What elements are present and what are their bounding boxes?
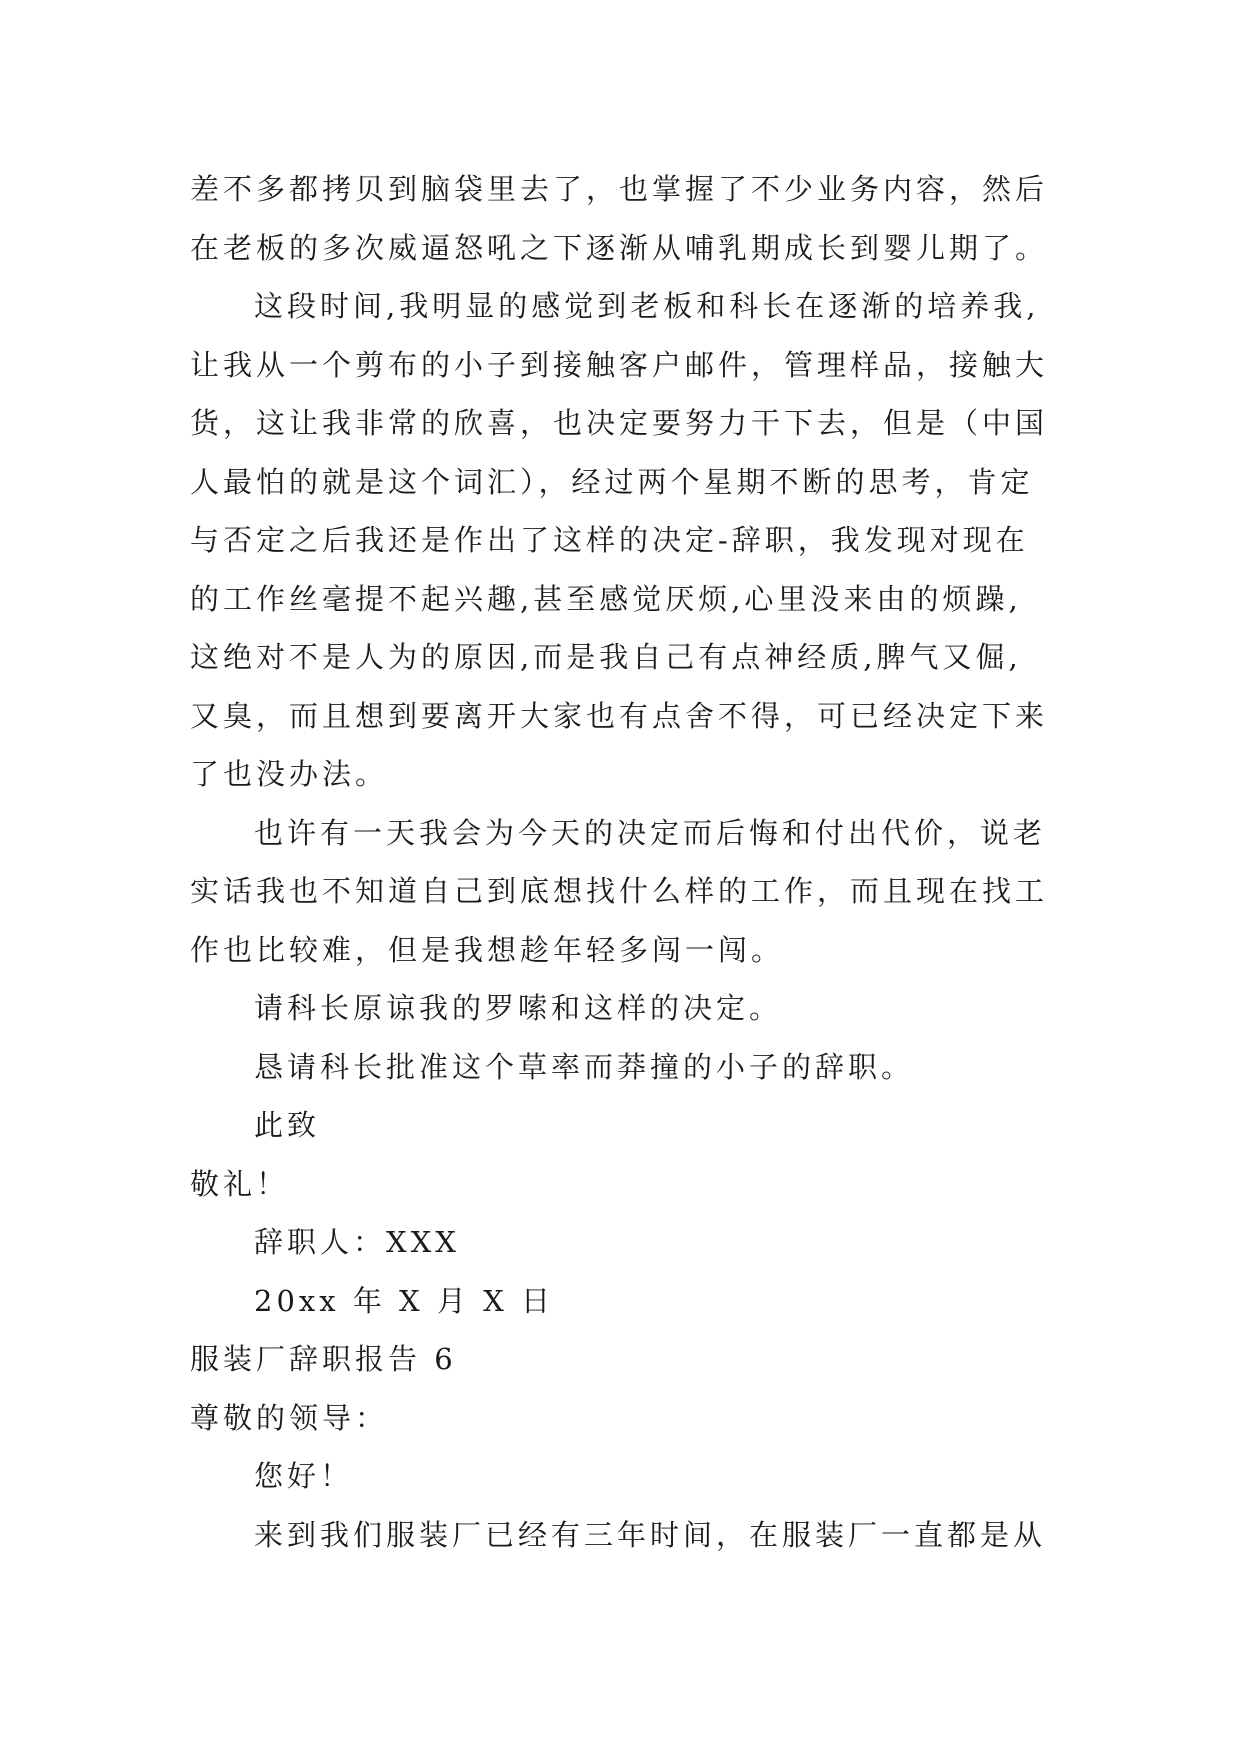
text-line: 也许有一天我会为今天的决定而后悔和付出代价，说老 [254, 815, 1047, 850]
text-line: 的工作丝毫提不起兴趣,甚至感觉厌烦,心里没来由的烦躁, [190, 581, 1022, 616]
letter-hello: 您好！ [254, 1459, 354, 1493]
text-line: 这段时间,我明显的感觉到老板和科长在逐渐的培养我, [254, 289, 1040, 323]
text-line: 恳请科长批准这个草率而莽撞的小子的辞职。 [254, 1049, 915, 1084]
section-title: 服装厂辞职报告 6 [190, 1342, 457, 1376]
document-body [190, 160, 1070, 1564]
text-line: 又臭，而且想到要离开大家也有点舍不得，可已经决定下来 [190, 698, 1049, 733]
letter-greeting: 尊敬的领导： [190, 1400, 389, 1435]
closing-salutation: 此致 [254, 1108, 321, 1142]
text-line: 实话我也不知道自己到底想找什么样的工作，而且现在找工 [190, 874, 1049, 908]
text-line: 作也比较难，但是我想趁年轻多闯一闯。 [190, 932, 785, 967]
text-line: 与否定之后我还是作出了这样的决定-辞职，我发现对现在 [190, 523, 1029, 557]
text-line: 了也没办法。 [190, 757, 389, 791]
text-line: 货，这让我非常的欣喜，也决定要努力干下去，但是（中国 [190, 406, 1049, 440]
signature-name: 辞职人：XXX [254, 1225, 460, 1259]
text-line: 人最怕的就是这个词汇），经过两个星期不断的思考，肯定 [190, 464, 1034, 499]
signature-date: 20xx 年 X 月 X 日 [254, 1283, 554, 1318]
text-line: 差不多都拷贝到脑袋里去了，也掌握了不少业务内容，然后 [190, 172, 1049, 206]
text-line: 让我从一个剪布的小子到接触客户邮件，管理样品，接触大 [190, 347, 1049, 382]
text-line: 来到我们服装厂已经有三年时间，在服装厂一直都是从 [254, 1517, 1047, 1552]
text-line: 在老板的多次威逼怒吼之下逐渐从哺乳期成长到婴儿期了。 [190, 230, 1049, 265]
text-line: 请科长原谅我的罗嗦和这样的决定。 [254, 991, 783, 1025]
closing-respect: 敬礼！ [190, 1166, 290, 1201]
text-line: 这绝对不是人为的原因,而是我自己有点神经质,脾气又倔, [190, 640, 1022, 674]
